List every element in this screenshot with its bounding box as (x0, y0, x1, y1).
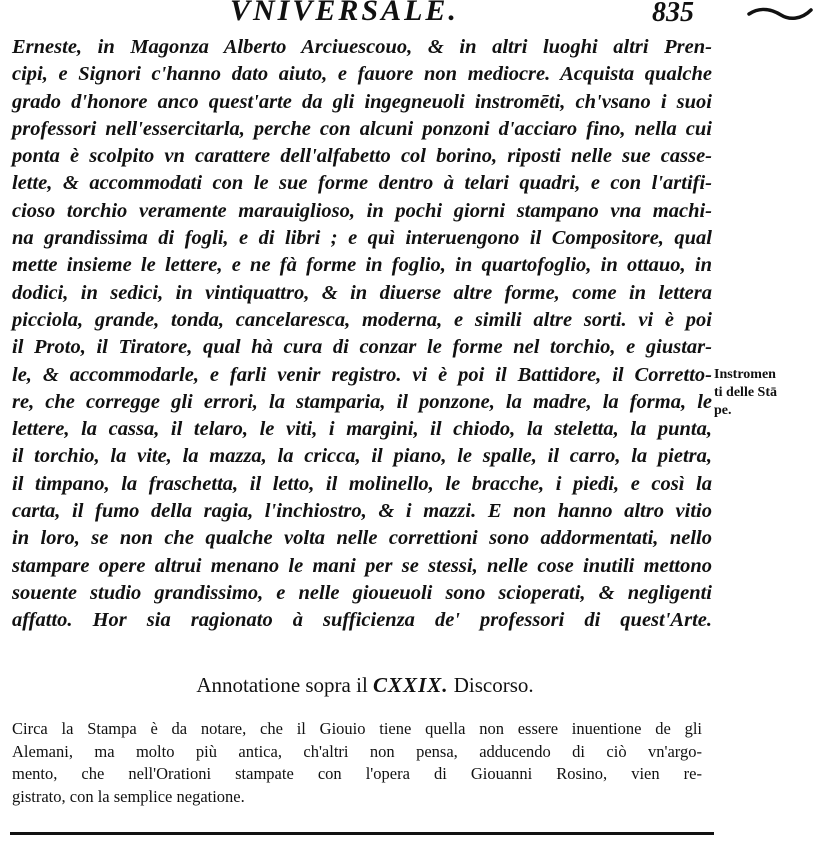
text-line: stampare opere altrui menano le mani per se stessi, nelle cose inutili mettono (12, 554, 712, 577)
text-line: le, & accommodarle, e farli venir registro. vi è poi il Battidore, il Corretto- (12, 363, 712, 386)
text-line: souente studio grandissimo, e nelle gioueuoli sono scioperati, & negligenti (12, 581, 712, 604)
annotation-line: Alemani, ma molto più antica, ch'altri non pensa, adducendo di ciò vn'argo- (12, 741, 702, 761)
page-number: 835 (652, 0, 694, 28)
annotation-line: mento, che nell'Orationi stampate con l'opera di Giouanni Rosino, vien re- (12, 764, 702, 783)
main-text-block (12, 34, 712, 635)
running-head: VNIVERSALE. (230, 0, 459, 27)
margin-note-line: pe. (714, 403, 732, 418)
annotation-line: gistrato, con la semplice negatione. (12, 786, 245, 806)
bottom-rule (10, 832, 714, 835)
text-line: in loro, se non che qualche volta nelle correttioni sono addormentati, nello (12, 527, 712, 550)
text-line: cioso torchio veramente marauiglioso, in pochi giorni stampano vna machi- (12, 199, 712, 222)
heading-numeral: CXXIX. (373, 673, 449, 697)
text-line: picciola, grande, tonda, cancelaresca, moderna, e simili altre sorti. vi è poi (12, 308, 712, 331)
text-line: grado d'honore anco quest'arte da gli ingegneuoli instromēti, ch'vsano i suoi (12, 90, 712, 113)
text-line: lettere, la cassa, il telaro, le viti, i margini, il chiodo, la steletta, la punta, (12, 418, 712, 441)
annotation-heading (0, 672, 730, 698)
margin-note-line: ti delle Stā (714, 385, 777, 400)
text-line: dodici, in sedici, in vintiquattro, & in diuerse altre forme, come in lettera (12, 281, 712, 304)
text-line: lette, & accommodati con le sue forme dentro à telari quadri, e con l'artifi- (12, 172, 712, 195)
annotation-text-block (12, 718, 702, 808)
text-line: re, che corregge gli errori, la stamparia, il ponzone, la madre, la forma, le (12, 390, 712, 413)
text-line: carta, il fumo della ragia, l'inchiostro, & i mazzi. E non hanno altro vitio (12, 500, 712, 523)
annotation-line: Circa la Stampa è da notare, che il Giouio tiene quella non essere inuentione de gli (12, 719, 702, 738)
margin-note (714, 366, 814, 420)
text-line: Erneste, in Magonza Alberto Arciuescouo, & in altri luoghi altri Pren- (12, 36, 712, 58)
text-line: il Proto, il Tiratore, qual hà cura di conzar le forme nel torchio, e giustar- (12, 336, 712, 359)
margin-note-line: Instromen (714, 367, 776, 382)
text-line: ponta è scolpito vn carattere dell'alfabetto col borino, riposti nelle sue casse- (12, 145, 712, 168)
heading-prefix: Annotatione sopra il (196, 673, 368, 697)
text-line: affatto. Hor sia ragionato à sufficienza de' professori di quest'Arte. (12, 609, 712, 632)
text-line: mette insieme le lettere, e ne fà forme in foglio, in quartofoglio, in ottauo, in (12, 254, 712, 277)
text-line: professori nell'essercitarla, perche con alcuni ponzoni d'acciaro fino, nella cui (12, 117, 712, 140)
text-line: il torchio, la vite, la mazza, la cricca, il piano, le spalle, il carro, la pietra, (12, 445, 712, 468)
text-line: il timpano, la fraschetta, il letto, il molinello, le bracche, i piedi, e così la (12, 472, 712, 495)
corner-flourish-ornament (745, 2, 815, 26)
page-header (0, 0, 820, 28)
text-line: na grandissima di fogli, e di libri ; e quì interuengono il Compositore, qual (12, 227, 712, 250)
heading-suffix: Discorso. (453, 673, 534, 697)
text-line: cipi, e Signori c'hanno dato aiuto, e fauore non mediocre. Acquista qualche (12, 63, 712, 86)
